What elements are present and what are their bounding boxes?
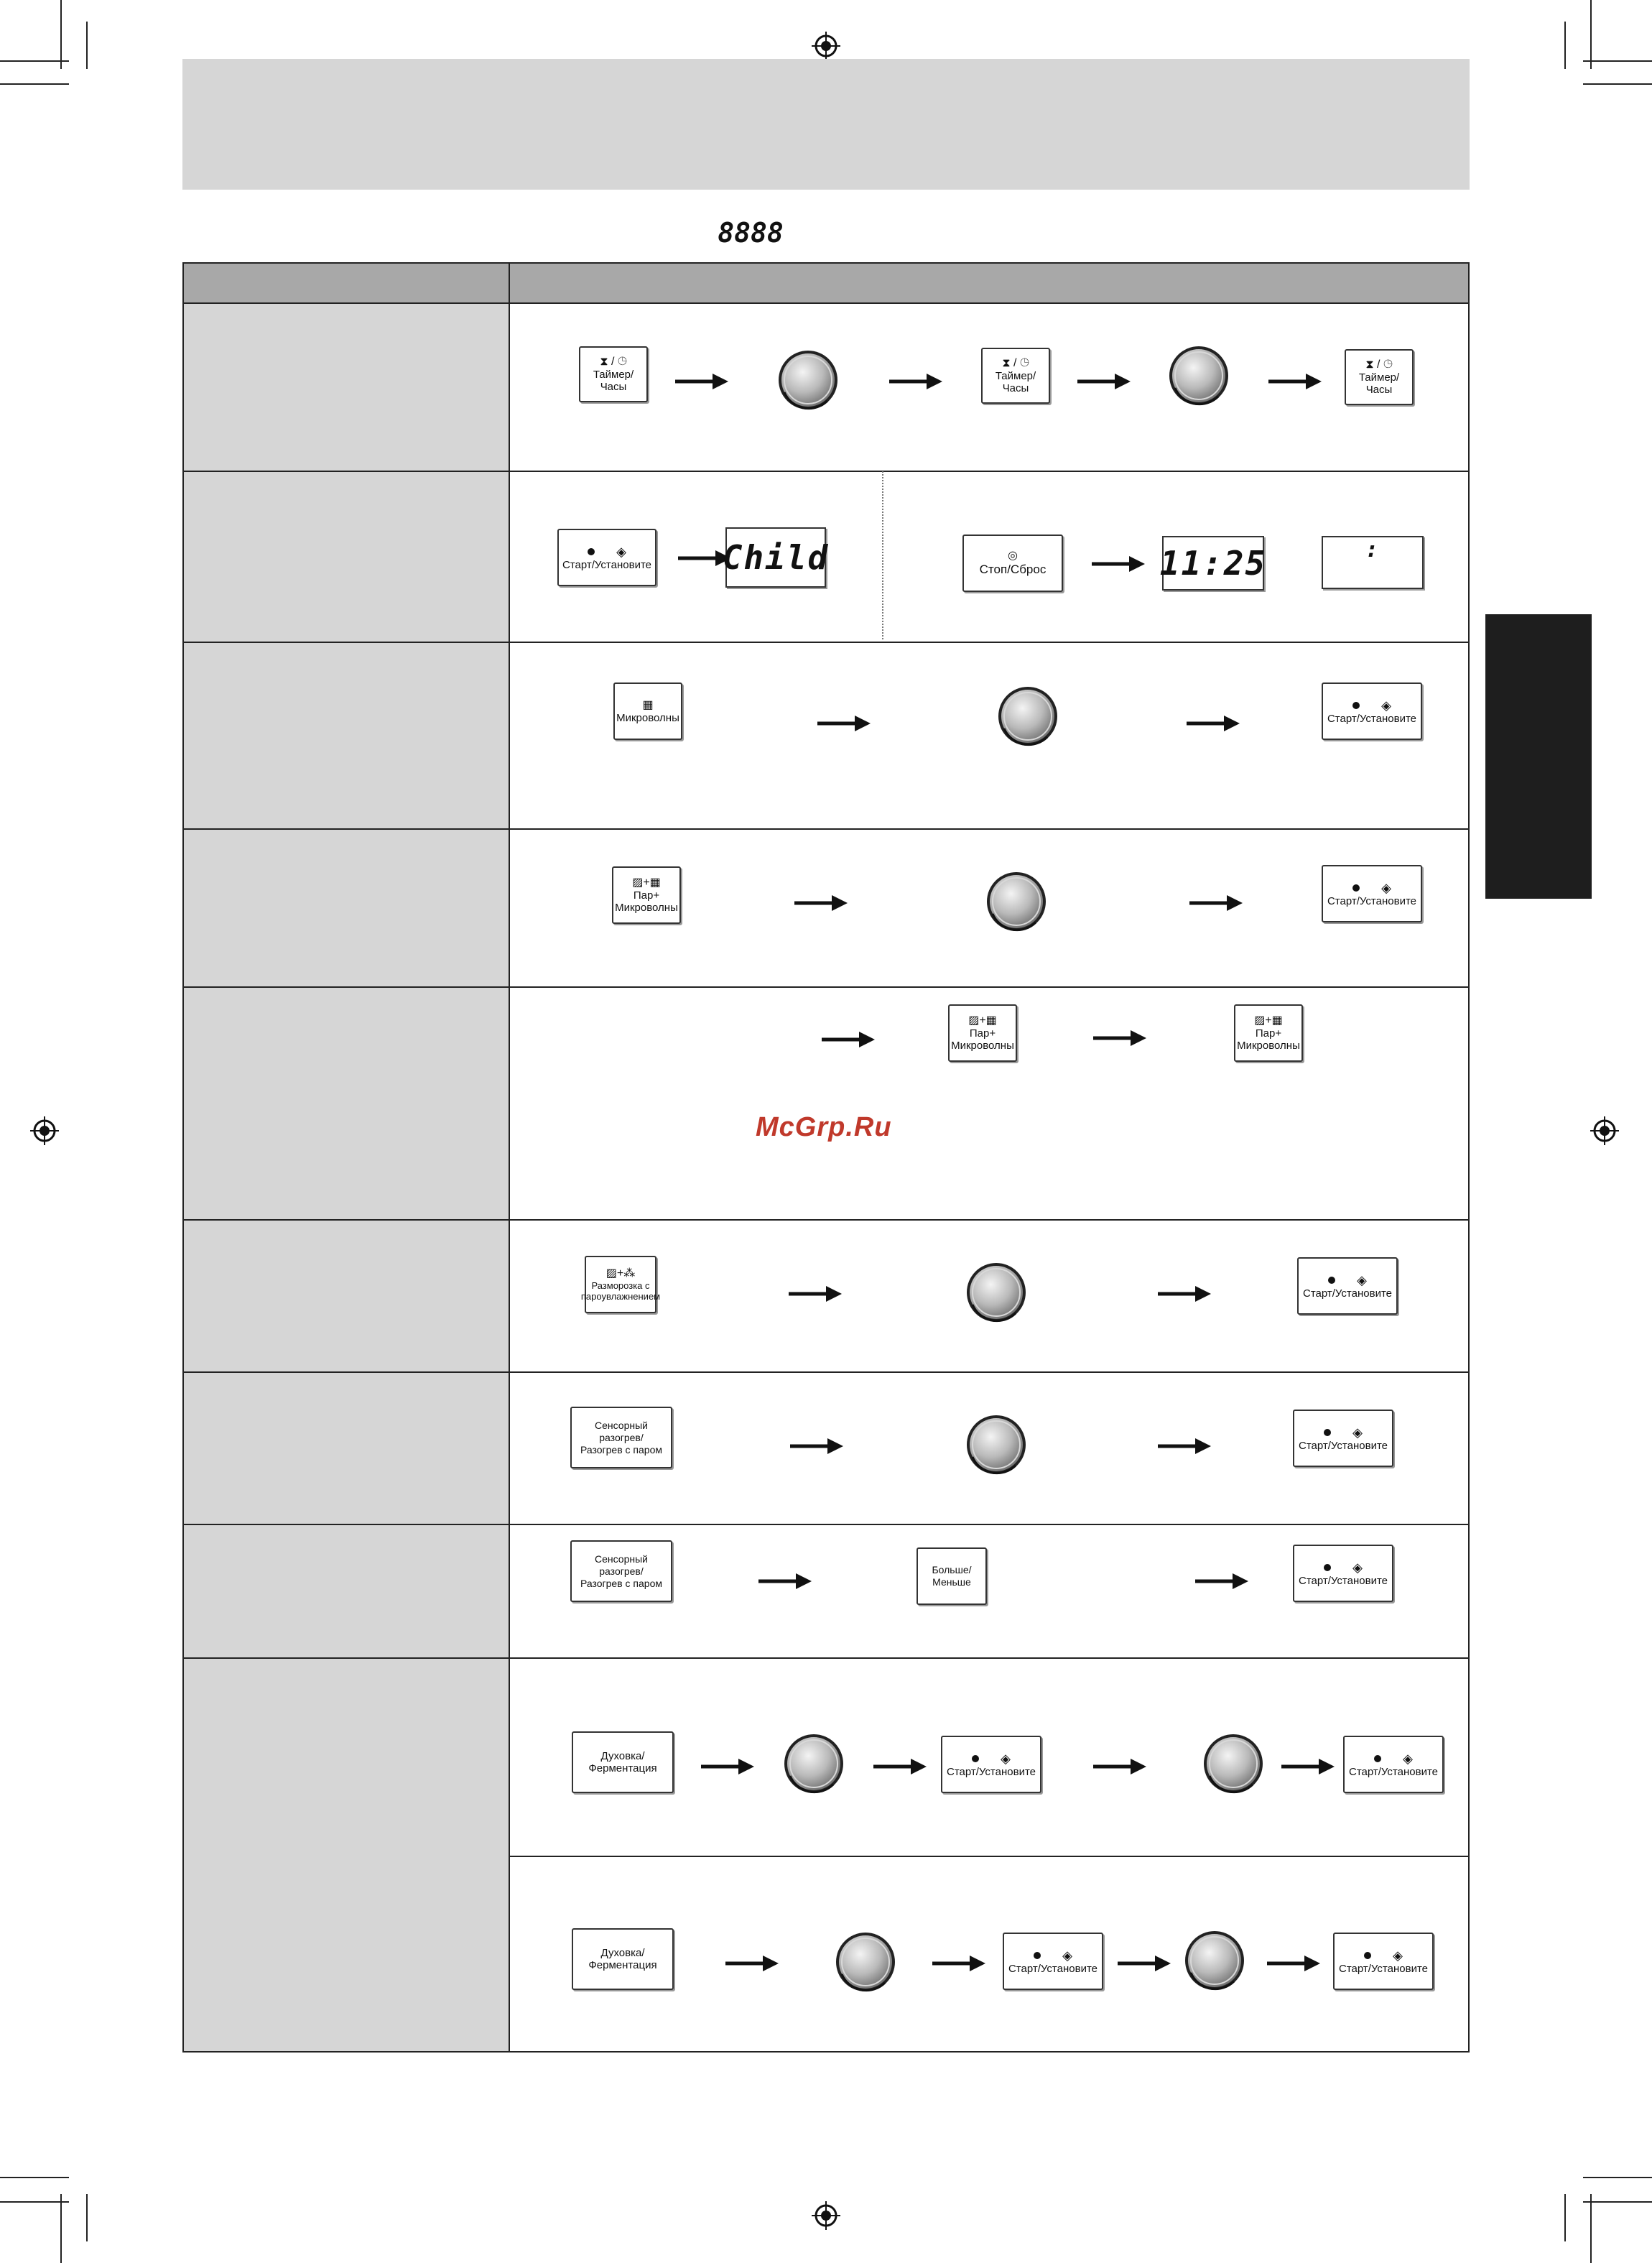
- display-clock-text: 11:25: [1159, 544, 1267, 583]
- oven-fermentation-label-2: Ферментация: [588, 1959, 657, 1971]
- start-diamond-icon: ◈: [1403, 1751, 1413, 1766]
- display-blank: [1322, 536, 1424, 589]
- indicator-dot: [1352, 884, 1360, 892]
- indicator-dot: [1364, 1952, 1371, 1959]
- start-set-label: Старт/Установите: [1008, 1962, 1098, 1975]
- start-set-label: Старт/Установите: [946, 1765, 1036, 1778]
- crop-mark: [1583, 60, 1652, 62]
- dial-knob-icon[interactable]: [835, 1931, 896, 1993]
- indicator-dot: [1328, 1277, 1335, 1284]
- arrow-right-icon: [817, 716, 871, 731]
- display-child-text: Child: [722, 538, 830, 577]
- arrow-right-icon: [758, 1573, 812, 1589]
- timer-clock-label: Таймер/Часы: [1358, 371, 1400, 396]
- registration-mark-icon: [812, 32, 840, 60]
- steam-defrost-button[interactable]: [580, 1256, 661, 1313]
- side-tab: [1485, 614, 1592, 899]
- crop-mark: [60, 0, 62, 69]
- start-set-button[interactable]: [1333, 1933, 1434, 1990]
- registration-mark-icon: [1590, 1116, 1619, 1145]
- arrow-right-icon: [1158, 1286, 1211, 1302]
- arrow-right-icon: [889, 374, 942, 389]
- dial-knob-icon[interactable]: [965, 1262, 1027, 1323]
- sensor-reheat-label-1: Сенсорный разогрев/: [595, 1552, 648, 1577]
- start-set-button[interactable]: [1003, 1933, 1103, 1990]
- steam-microwave-label-1: Пар+: [969, 1027, 996, 1040]
- display-clock: [1159, 536, 1267, 591]
- dial-knob-icon[interactable]: [997, 685, 1059, 747]
- table-row-divider: [510, 1856, 1468, 1857]
- steam-microwave-icon: ▨+▦: [968, 1014, 997, 1027]
- crop-mark: [86, 22, 88, 69]
- arrow-right-icon: [794, 895, 848, 911]
- table-row-divider: [184, 986, 1468, 988]
- indicator-dot: [588, 548, 595, 555]
- start-set-label: Старт/Установите: [1298, 1574, 1388, 1587]
- more-less-label-2: Меньше: [932, 1576, 971, 1588]
- crop-mark: [1583, 2177, 1652, 2178]
- display-child: [722, 527, 830, 588]
- dial-knob-icon[interactable]: [1202, 1733, 1264, 1795]
- dial-knob-icon[interactable]: [1168, 345, 1230, 407]
- table-row-divider: [184, 1219, 1468, 1221]
- arrow-right-icon: [1195, 1573, 1248, 1589]
- dial-knob-icon[interactable]: [1184, 1930, 1245, 1991]
- crop-mark: [60, 2194, 62, 2263]
- oven-fermentation-label-2: Ферментация: [588, 1762, 657, 1774]
- arrow-right-icon: [790, 1438, 843, 1454]
- steam-microwave-icon: ▨+▦: [1254, 1014, 1283, 1027]
- arrow-right-icon: [701, 1759, 754, 1774]
- crop-mark: [1564, 22, 1566, 69]
- steam-microwave-label-2: Микроволны: [1237, 1040, 1300, 1052]
- segment-display-text: 8888: [718, 217, 784, 249]
- timer-clock-label: Таймер/Часы: [995, 370, 1036, 394]
- start-set-label: Старт/Установите: [1298, 1439, 1388, 1452]
- steam-microwave-button[interactable]: [1234, 1004, 1303, 1062]
- steam-microwave-button[interactable]: [612, 866, 681, 924]
- arrow-right-icon: [789, 1286, 842, 1302]
- steam-microwave-icon: ▨+▦: [632, 876, 661, 889]
- table-header-divider: [509, 264, 510, 304]
- steam-microwave-label-2: Микроволны: [951, 1040, 1014, 1052]
- sensor-reheat-label-1: Сенсорный разогрев/: [595, 1419, 648, 1443]
- indicator-dot: [1324, 1429, 1331, 1436]
- table-left-column: [184, 304, 510, 2051]
- steam-microwave-label-2: Микроволны: [615, 902, 678, 914]
- arrow-right-icon: [1267, 1956, 1320, 1971]
- header-band: [182, 59, 1470, 190]
- start-set-label: Старт/Установите: [1327, 712, 1416, 725]
- steam-microwave-label-1: Пар+: [1255, 1027, 1282, 1040]
- start-set-label: Старт/Установите: [1302, 1287, 1392, 1300]
- indicator-dot: [1352, 702, 1360, 709]
- start-set-button[interactable]: [557, 529, 656, 586]
- oven-fermentation-label-1: Духовка/: [600, 1750, 645, 1762]
- arrow-right-icon: [1158, 1438, 1211, 1454]
- arrow-right-icon: [822, 1032, 875, 1047]
- steam-microwave-label-1: Пар+: [633, 889, 660, 902]
- indicator-dot: [1374, 1755, 1381, 1762]
- table-row-divider: [184, 471, 1468, 472]
- microwave-button[interactable]: [613, 682, 682, 740]
- more-less-label-1: Больше/: [932, 1564, 972, 1575]
- arrow-right-icon: [1281, 1759, 1335, 1774]
- registration-mark-icon: [812, 2201, 840, 2230]
- table-row-divider: [184, 1524, 1468, 1525]
- crop-mark: [0, 2177, 69, 2178]
- steam-defrost-label-1: Разморозка с: [591, 1280, 650, 1291]
- table-row-divider: [184, 642, 1468, 643]
- start-set-button[interactable]: [1343, 1736, 1444, 1793]
- crop-mark: [0, 2201, 69, 2203]
- oven-fermentation-button[interactable]: [572, 1731, 674, 1793]
- crop-mark: [1583, 83, 1652, 85]
- arrow-right-icon: [873, 1759, 927, 1774]
- table-row-divider: [184, 828, 1468, 830]
- start-set-label: Старт/Установите: [1338, 1962, 1428, 1975]
- sensor-reheat-label-2: Разогрев с паром: [580, 1577, 662, 1589]
- table-row-divider: [184, 1657, 1468, 1659]
- stop-icon: ◎: [1008, 550, 1018, 562]
- arrow-right-icon: [1093, 1759, 1146, 1774]
- arrow-right-icon: [932, 1956, 985, 1971]
- start-set-button[interactable]: [1293, 1545, 1393, 1602]
- start-diamond-icon: ◈: [1381, 880, 1391, 895]
- crop-mark: [1590, 2194, 1592, 2263]
- indicator-dot: [1324, 1564, 1331, 1571]
- arrow-right-icon: [1268, 374, 1322, 389]
- hourglass-clock-icon: ⧗ / ◷: [1002, 357, 1029, 369]
- arrow-right-icon: [1189, 895, 1243, 911]
- dial-knob-icon[interactable]: [965, 1414, 1027, 1476]
- sensor-reheat-label-2: Разогрев с паром: [580, 1443, 662, 1456]
- dial-knob-icon[interactable]: [783, 1733, 845, 1795]
- dial-knob-icon[interactable]: [985, 871, 1047, 932]
- start-diamond-icon: ◈: [1352, 1560, 1363, 1575]
- arrow-right-icon: [1187, 716, 1240, 731]
- indicator-dot: [1034, 1952, 1041, 1959]
- start-set-button[interactable]: [1322, 865, 1422, 922]
- sensor-reheat-button[interactable]: [570, 1407, 672, 1468]
- start-diamond-icon: ◈: [1001, 1751, 1011, 1766]
- table-row-divider: [184, 1371, 1468, 1373]
- start-set-button[interactable]: [1322, 682, 1422, 740]
- start-set-label: Старт/Установите: [1327, 894, 1416, 907]
- start-set-button[interactable]: [941, 1736, 1041, 1793]
- stop-reset-label: Стоп/Сброс: [979, 563, 1047, 576]
- arrow-right-icon: [1092, 556, 1145, 572]
- indicator-dot: [972, 1755, 979, 1762]
- microwave-label: Микроволны: [616, 711, 679, 724]
- start-set-label: Старт/Установите: [1348, 1765, 1438, 1778]
- more-less-button[interactable]: [917, 1547, 987, 1605]
- arrow-right-icon: [1118, 1956, 1171, 1971]
- arrow-right-icon: [1077, 374, 1131, 389]
- timer-clock-label: Таймер/Часы: [593, 369, 634, 393]
- start-diamond-icon: ◈: [616, 544, 626, 559]
- start-diamond-icon: ◈: [1062, 1948, 1072, 1963]
- timer-clock-button[interactable]: [981, 348, 1050, 404]
- start-set-label: Старт/Установите: [562, 558, 651, 571]
- arrow-right-icon: [725, 1956, 779, 1971]
- sensor-reheat-button[interactable]: [570, 1540, 672, 1602]
- crop-mark: [1590, 0, 1592, 69]
- hourglass-clock-icon: ⧗ / ◷: [1365, 358, 1393, 371]
- timer-clock-button[interactable]: [579, 346, 648, 402]
- start-diamond-icon: ◈: [1393, 1948, 1403, 1963]
- crop-mark: [0, 83, 69, 85]
- display-blank-text: :: [1365, 537, 1380, 563]
- segment-display-8888: [718, 217, 783, 249]
- watermark: McGrp.Ru: [756, 1112, 892, 1142]
- registration-mark-icon: [30, 1116, 59, 1145]
- oven-fermentation-button[interactable]: [572, 1928, 674, 1990]
- arrow-right-icon: [1093, 1030, 1146, 1046]
- dotted-separator: [882, 471, 883, 639]
- start-set-button[interactable]: [1293, 1410, 1393, 1467]
- crop-mark: [1583, 2201, 1652, 2203]
- hourglass-clock-icon: ⧗ / ◷: [600, 356, 627, 368]
- start-diamond-icon: ◈: [1381, 698, 1391, 713]
- table-header: [184, 264, 1468, 304]
- crop-mark: [1564, 2194, 1566, 2241]
- crop-mark: [0, 60, 69, 62]
- steam-microwave-button[interactable]: [948, 1004, 1017, 1062]
- steam-defrost-icon: ▨+⁂: [605, 1267, 636, 1279]
- steam-defrost-label-2: пароувлажнением: [580, 1291, 661, 1302]
- dial-knob-icon[interactable]: [777, 349, 839, 411]
- arrow-right-icon: [675, 374, 728, 389]
- oven-fermentation-label-1: Духовка/: [600, 1947, 645, 1959]
- microwave-icon: ▦: [642, 698, 654, 711]
- start-diamond-icon: ◈: [1352, 1425, 1363, 1440]
- start-diamond-icon: ◈: [1357, 1272, 1367, 1287]
- timer-clock-button[interactable]: [1345, 349, 1414, 405]
- start-set-button[interactable]: [1297, 1257, 1398, 1315]
- crop-mark: [86, 2194, 88, 2241]
- stop-reset-button[interactable]: [962, 534, 1063, 592]
